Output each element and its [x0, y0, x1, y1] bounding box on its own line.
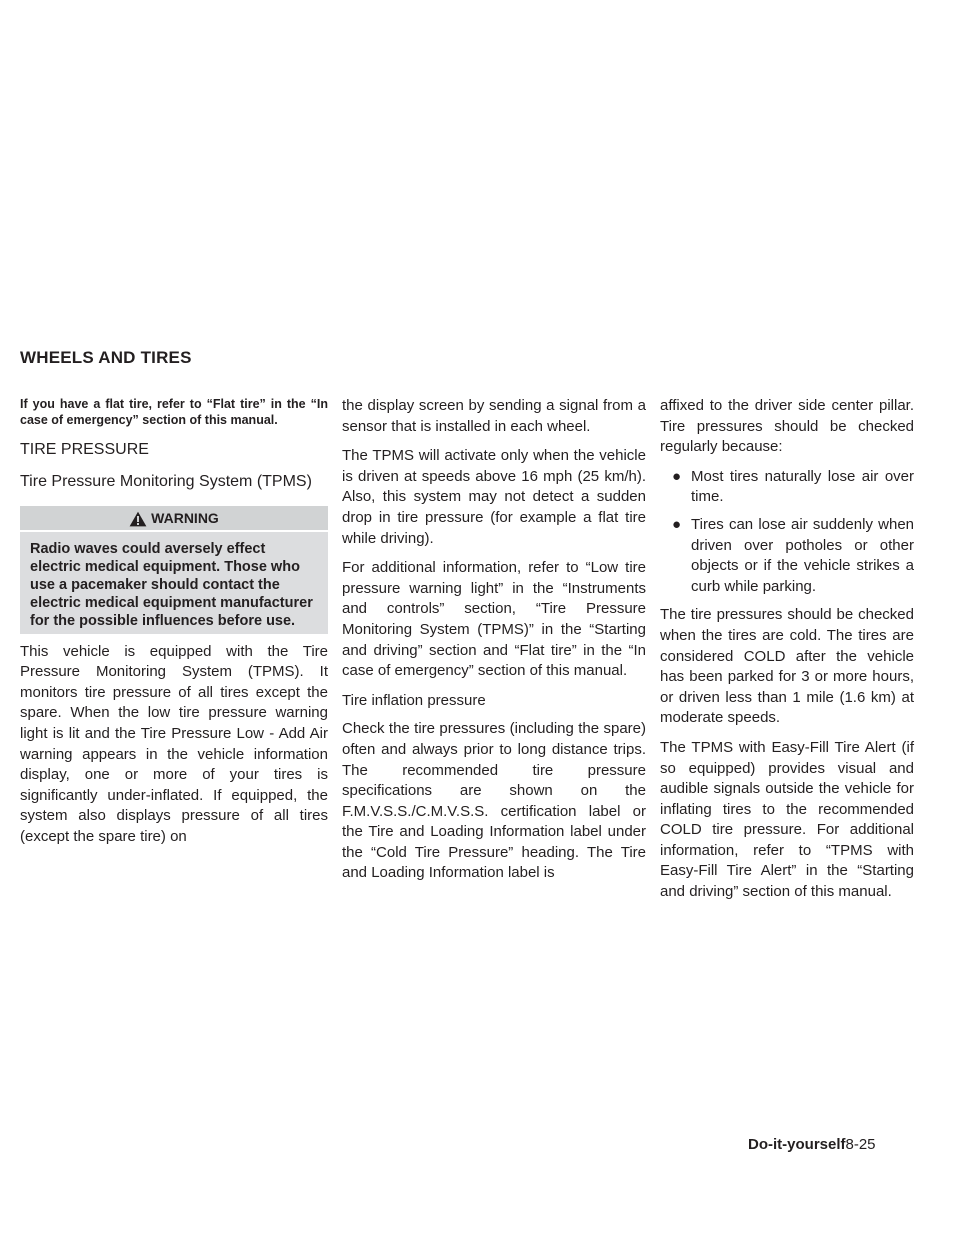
- column-3: [660, 396, 914, 912]
- footer-page-number: 8-25: [845, 1136, 876, 1153]
- tpms-description: This vehicle is equipped with the Tire Pressure Monitoring System (TPMS). It monitors tire pressure of all tires except the spare. When the low tire pressure warning light is lit and the Tire Pressure Low - Add Air warning appears in the vehicle information display, one or more of your tires is significantly under-inflated. If equipped, the system also displays pressure of all tires (except the spare tire) on: [20, 642, 328, 845]
- flat-tire-note: If you have a flat tire, refer to “Flat tire” in the “In case of emergency” section of this manual.: [20, 397, 328, 427]
- column-2: [342, 396, 646, 893]
- footer-section-name: Do-it-yourself: [748, 1136, 846, 1153]
- heading-tire-pressure: TIRE PRESSURE: [20, 441, 149, 458]
- warning-header: [20, 506, 328, 530]
- heading-tpms: Tire Pressure Monitoring System (TPMS): [20, 472, 312, 490]
- heading-tire-inflation-pressure: Tire inflation pressure: [342, 691, 486, 709]
- paragraph-easy-fill: The TPMS with Easy-Fill Tire Alert (if so equipped) provides visual and audible signals outside the vehicle for inflating tires to the recommended COLD tire pressure. For additional information, refer to “TPMS with Easy-Fill Tire Alert” in the “Starting and driving” section of this manual.: [660, 738, 914, 901]
- bullet-icon: ●: [672, 467, 682, 485]
- warning-triangle-icon: [129, 511, 147, 527]
- paragraph-check-pressures: Check the tire pressures (including the spare) often and always prior to long distance trips. The recommended tire pressure specifications are shown on the F.M.V.S.S./C.M.V.S.S. certification label or the Tire and Loading Information label under the “Cold Tire Pressure” heading. The Tire and Loading Information label is: [342, 720, 646, 882]
- paragraph-activation: The TPMS will activate only when the vehicle is driven at speeds above 16 mph (25 km/h). Also, this system may not detect a sudden drop in tire pressure (for example a flat tire while driving).: [342, 447, 646, 547]
- list-item: [660, 467, 914, 508]
- warning-text: Radio waves could aversely effect electric medical equipment. Those who use a pacemaker should contact the electric medical equipment manufacturer for the possible influences before use.: [20, 530, 328, 634]
- column-1: [20, 396, 328, 857]
- paragraph-cold-tires: The tire pressures should be checked when the tires are cold. The tires are considered COLD after the vehicle has been parked for 3 or more hours, or driven less than 1 mile (1.6 km) at moderate speeds.: [660, 606, 914, 727]
- reasons-list: [660, 467, 914, 598]
- bullet-icon: ●: [672, 515, 682, 533]
- list-item-text: Most tires naturally lose air over time.: [691, 467, 914, 506]
- warning-box: [20, 506, 328, 634]
- section-title: WHEELS AND TIRES: [20, 348, 192, 367]
- paragraph-label-location: affixed to the driver side center pillar. Tire pressures should be checked regularly because:: [660, 397, 914, 456]
- paragraph-additional-info: For additional information, refer to “Low tire pressure warning light” in the “Instruments and controls” section, “Tire Pressure Monitoring System (TPMS)” in the “Starting and driving” section and “Flat tire” in the “In case of emergency” section of this manual.: [342, 559, 646, 680]
- list-item-text: Tires can lose air suddenly when driven over potholes or other objects or if the vehicle strikes a curb while parking.: [691, 515, 914, 595]
- page-footer: [748, 1136, 914, 1153]
- warning-title: WARNING: [151, 510, 219, 527]
- paragraph-display-screen: the display screen by sending a signal from a sensor that is installed in each wheel.: [342, 397, 646, 435]
- list-item: [660, 515, 914, 597]
